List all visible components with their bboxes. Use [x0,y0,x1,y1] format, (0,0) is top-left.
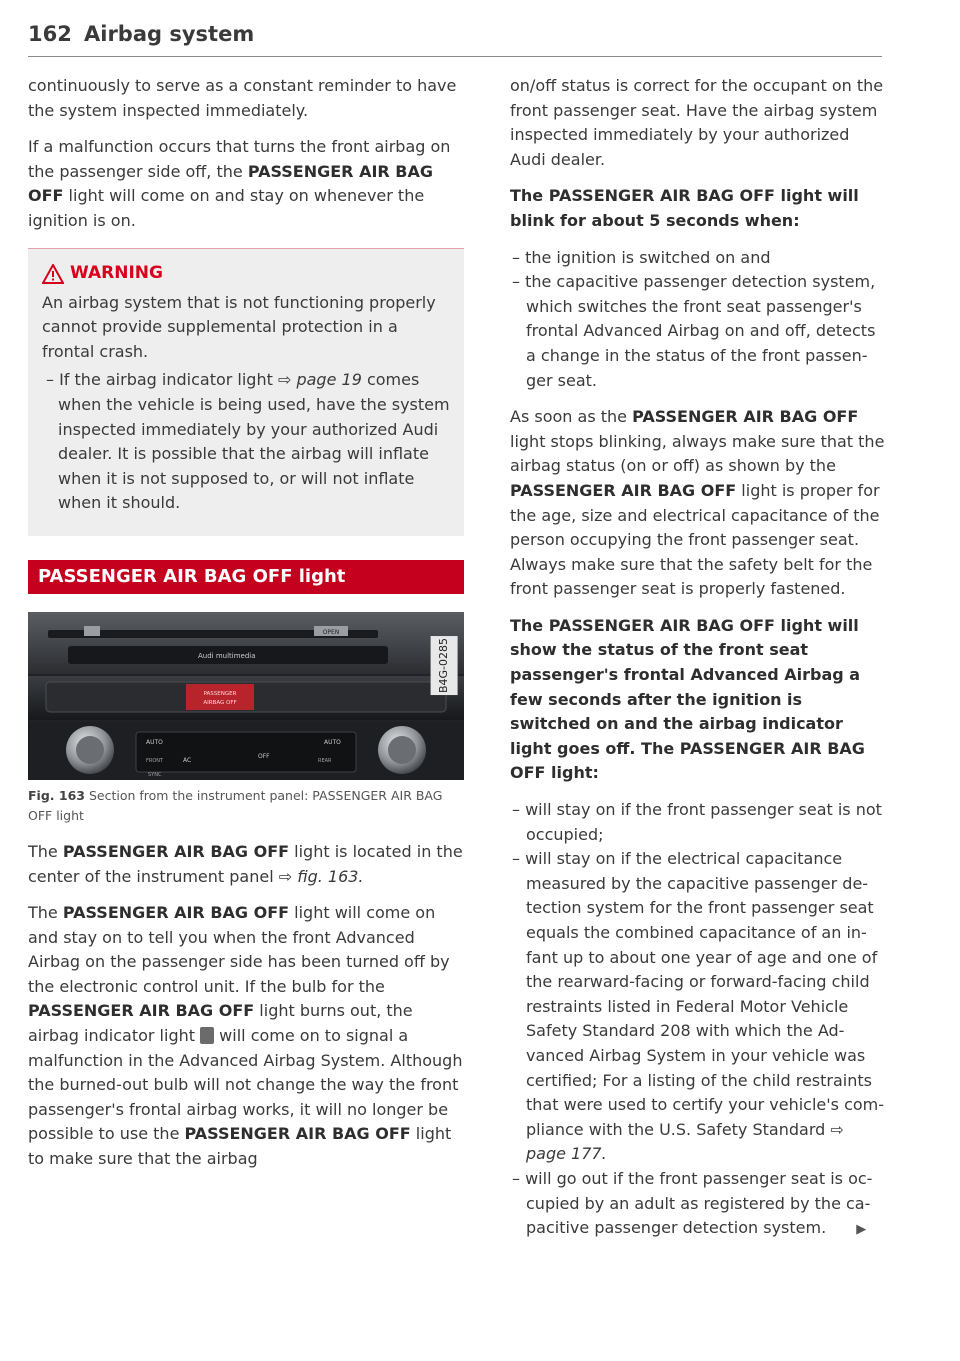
auto-right-label: AUTO [324,738,341,746]
off-label: OFF [258,752,270,760]
list-item: – the ignition is switched on and [512,247,771,267]
rear-defrost-label: REAR [318,757,332,764]
sync-label: SYNC [148,771,162,778]
right-paragraph-2: As soon as the PASSENGER AIR BAG OFF light stops blinking, always make sure that the airbag status (on or off) as shown by the PASSENGER AIR BAG OFF light is proper for the age, size and electrical capacitance of the person occupying the front passenger seat. Always make sure that the safety belt for the front passenger seat is properly fastened. [510,407,885,599]
page-19-link[interactable]: ⇨ page 19 [277,370,362,390]
page-177-link[interactable]: ⇨ page 177. [526,1119,844,1164]
auto-left-label: AUTO [146,738,163,746]
page-number: 162 [28,22,72,46]
left-paragraph-1: continuously to serve as a constant reminder to have the system inspected immediately. [28,76,457,120]
left-paragraph-2: If a malfunction occurs that turns the front airbag on the passenger side off, the PASSENGER AIR BAG OFF light will come on and stay on whenever the ignition is on. [28,137,451,230]
blink-heading: The PASSENGER AIR BAG OFF light will blink for about 5 seconds when: [510,186,859,230]
figure-caption-label: Fig. 163 [28,787,85,803]
section-banner: PASSENGER AIR BAG OFF light [28,560,464,594]
warning-heading [42,257,450,291]
airbag-indicator-icon [200,1027,214,1044]
warning-bullet: – If the airbag indicator light ⇨ page 19 comes when the vehicle is being used, have the system inspected immediately by your authorized Audi dealer. It is possible that the airbag will inflate when it is not supposed to, or will not inflate when it should. [46,370,450,513]
instrument-panel-illustration [28,612,464,780]
warning-box [28,248,464,536]
list-item: – the capacitive passenger detection system, which switches the front seat passenger's frontal Advanced Airbag on and off, detects a change in the status of the front passenger seat. [512,272,876,390]
list-item: – will stay on if the front passenger seat is not occupied; [512,800,882,844]
right-column [510,74,886,1255]
panel-brand-label: Audi multimedia [198,651,256,660]
status-heading: The PASSENGER AIR BAG OFF light will show the status of the front seat passenger's frontal Advanced Airbag a few seconds after the ignition is switched on and the airbag indicator light goes off. The PASSENGER AIR BAG OFF light: [510,615,865,783]
instrument-panel-figure [28,612,464,780]
page-header [28,22,882,57]
ac-label: AC [183,756,192,764]
figure-caption [28,786,464,826]
left-paragraph-4: The PASSENGER AIR BAG OFF light will come on and stay on to tell you when the front Advanced Airbag on the passenger side has been turned off by the electronic control unit. If the bulb for the PASSENGER AIR BAG OFF light burns out, the airbag indicator light will come on to signal a malfunction in the Advanced Airbag System. Although the burned-out bulb will not change the way the front passenger's frontal airbag works, it will no longer be possible to use the PASSENGER AIR BAG OFF light to make sure that the airbag [28,903,463,1169]
front-defrost-label: FRONT [146,757,164,764]
warning-text: An airbag system that is not functioning properly cannot provide supplemental protection in a frontal crash. [42,292,436,361]
warning-triangle-icon [42,264,64,284]
passenger-airbag-off-line2: AIRBAG OFF [203,699,237,706]
right-paragraph-1: on/off status is correct for the occupant on the front passenger seat. Have the airbag system inspected immediately by your authorized Audi dealer. [510,76,884,169]
open-button-label: OPEN [322,628,340,636]
list-item: – will go out if the front passenger seat is occupied by an adult as registered by the capacitive passenger detection system. ▶ [512,1168,873,1238]
warning-title: WARNING [70,263,163,284]
list-item: – will stay on if the electrical capacitance measured by the capacitive passenger detection system for the front passenger seat equals the combined capacitance of an infant up to about one year of age and one of the rearward-facing or forward-facing child restraints listed in Federal Motor Vehicle Safety Standard 208 with which the Advanced Airbag System in your vehicle was certified; For a listing of the child restraints that were used to certify your vehicle's compliance with the U.S. Safety Standard ⇨ page 177. [512,849,885,1164]
passenger-airbag-off-line1: PASSENGER [203,690,237,697]
left-paragraph-3: The PASSENGER AIR BAG OFF light is located in the center of the instrument panel ⇨ fig. 163. [28,841,463,886]
figure-caption-text: Section from the instrument panel: PASSENGER AIR BAG OFF light [28,787,443,823]
figure-code: B4G-0285 [431,636,458,695]
status-list [510,798,886,1243]
left-column [28,74,464,1184]
fig-163-link[interactable]: ⇨ fig. 163. [278,866,364,886]
section-title: Airbag system [84,22,255,46]
blink-list [510,246,886,394]
